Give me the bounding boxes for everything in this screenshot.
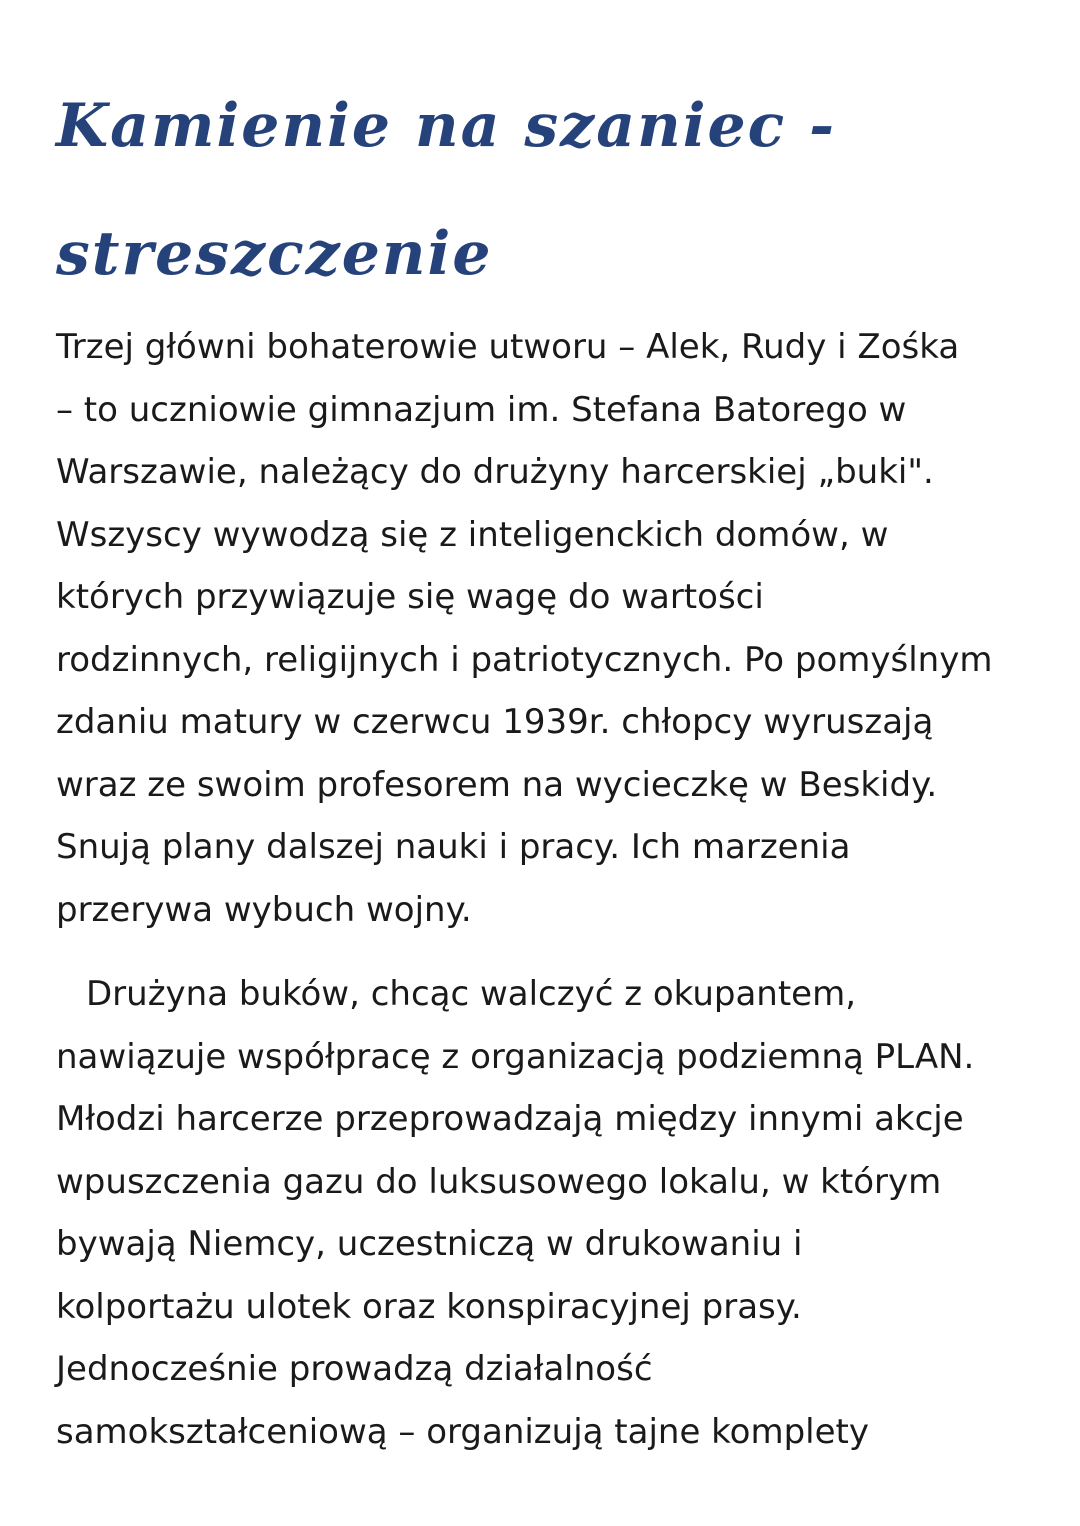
text-line: zdaniu matury w czerwcu 1939r. chłopcy wyruszają	[56, 702, 934, 742]
text-line: Snują plany dalszej nauki i pracy. Ich marzenia	[56, 827, 851, 867]
title-line-1: Kamienie na szaniec -	[56, 91, 836, 161]
text-line: Trzej główni bohaterowie utworu – Alek, Rudy i Zośka	[56, 327, 960, 367]
text-line: wraz ze swoim profesorem na wycieczkę w Beskidy.	[56, 764, 938, 805]
text-line: bywają Niemcy, uczestniczą w drukowaniu i	[56, 1224, 803, 1264]
summary-text	[56, 316, 1036, 1463]
paragraph-1	[56, 316, 1036, 941]
text-line: Drużyna buków, chcąc walczyć z okupantem,	[86, 974, 857, 1014]
page-title	[56, 62, 956, 318]
text-line: przerywa wybuch wojny.	[56, 889, 472, 930]
text-line: rodzinnych, religijnych i patriotycznych. Po pomyślnym	[56, 639, 993, 680]
text-line: samokształceniową – organizują tajne komplety	[56, 1411, 869, 1452]
text-line: – to uczniowie gimnazjum im. Stefana Batorego w	[56, 389, 907, 430]
text-line: Wszyscy wywodzą się z inteligenckich domów, w	[56, 514, 889, 555]
text-line: Warszawie, należący do drużyny harcerskiej „buki".	[56, 452, 934, 492]
text-line: nawiązuje współpracę z organizacją podziemną PLAN.	[56, 1036, 975, 1077]
text-line: Jednocześnie prowadzą działalność	[56, 1349, 653, 1389]
title-line-2: streszczenie	[56, 219, 493, 289]
text-line: kolportażu ulotek oraz konspiracyjnej prasy.	[56, 1286, 802, 1327]
text-line: których przywiązuje się wagę do wartości	[56, 577, 764, 617]
text-line: wpuszczenia gazu do luksusowego lokalu, w którym	[56, 1161, 942, 1202]
paragraph-2	[56, 963, 1036, 1463]
text-line: Młodzi harcerze przeprowadzają między innymi akcje	[56, 1099, 964, 1139]
